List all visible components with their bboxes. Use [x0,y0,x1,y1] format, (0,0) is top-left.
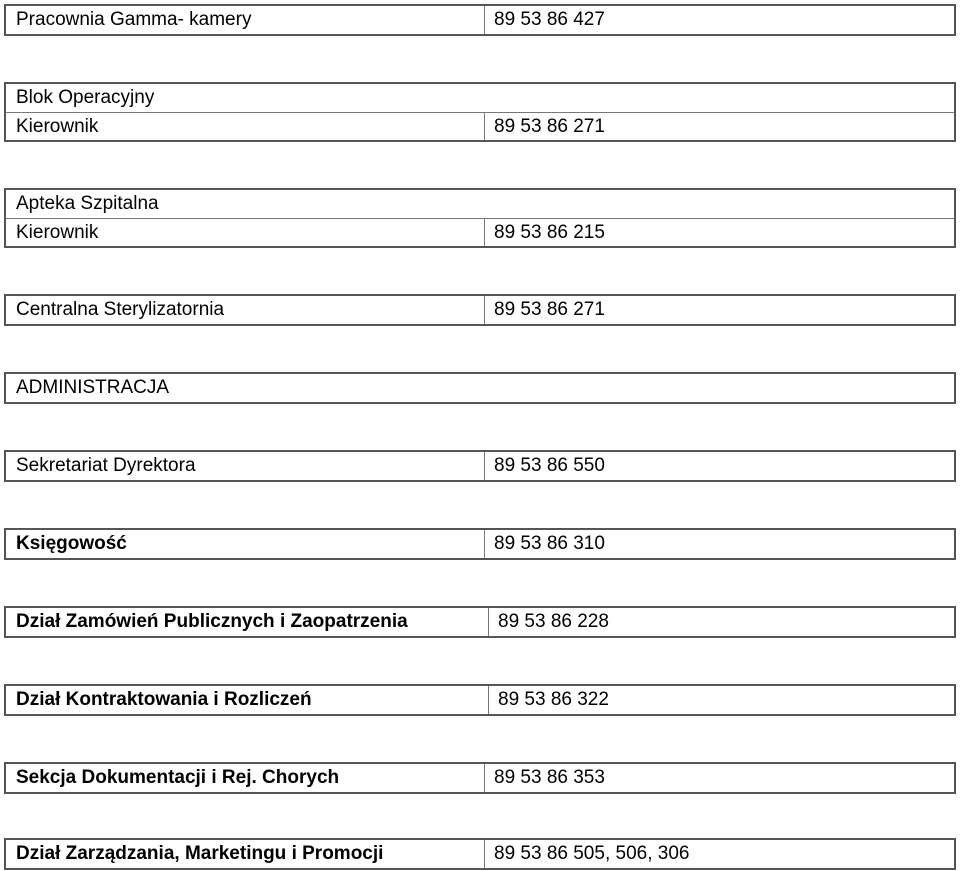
table-row [6,190,954,218]
table-row [6,608,954,636]
table-row [6,764,954,792]
table-row [6,530,954,558]
contact-table-contracting [4,684,956,716]
phone-number: 89 53 86 550 [494,455,605,476]
contact-table-accounting [4,528,956,560]
table-row [6,840,954,868]
column-divider [484,840,485,868]
table-row [6,84,954,112]
contact-table-gamma-camera [4,4,956,36]
phone-number: 89 53 86 271 [494,299,605,320]
phone-number: 89 53 86 505, 506, 306 [494,843,690,864]
department-name: Księgowość [16,533,127,554]
column-divider [484,219,485,246]
department-name: Dział Kontraktowania i Rozliczeń [16,689,312,710]
phone-number: 89 53 86 353 [494,767,605,788]
contact-table-hospital-pharmacy [4,188,956,248]
table-row [6,686,954,714]
table-row [6,112,954,140]
column-divider [488,686,489,714]
column-divider [484,113,485,140]
contact-table-sterilization [4,294,956,326]
department-name: Sekretariat Dyrektora [16,455,196,476]
position-name: Kierownik [16,222,99,243]
contact-table-operating-block [4,82,956,142]
section-title: ADMINISTRACJA [16,377,170,398]
position-name: Kierownik [16,116,99,137]
column-divider [484,530,485,558]
department-name: Apteka Szpitalna [16,193,159,214]
contact-table-documentation [4,762,956,794]
phone-number: 89 53 86 271 [494,116,605,137]
department-name: Centralna Sterylizatornia [16,299,225,320]
department-name: Dział Zamówień Publicznych i Zaopatrzenia [16,611,408,632]
phone-number: 89 53 86 215 [494,222,605,243]
phone-number: 89 53 86 322 [498,689,609,710]
column-divider [484,764,485,792]
department-name: Dział Zarządzania, Marketingu i Promocji [16,843,384,864]
contact-table-marketing [4,838,956,870]
column-divider [484,452,485,480]
section-header-administration [4,372,956,404]
contact-table-director-office [4,450,956,482]
department-name: Blok Operacyjny [16,87,155,108]
table-row [6,374,954,402]
phone-number: 89 53 86 310 [494,533,605,554]
department-name: Sekcja Dokumentacji i Rej. Chorych [16,767,340,788]
phone-number: 89 53 86 228 [498,611,609,632]
table-row [6,452,954,480]
table-row [6,296,954,324]
contact-table-procurement [4,606,956,638]
phone-number: 89 53 86 427 [494,9,605,30]
table-row [6,6,954,34]
column-divider [484,6,485,34]
department-name: Pracownia Gamma- kamery [16,9,252,30]
table-row [6,218,954,246]
column-divider [488,608,489,636]
column-divider [484,296,485,324]
